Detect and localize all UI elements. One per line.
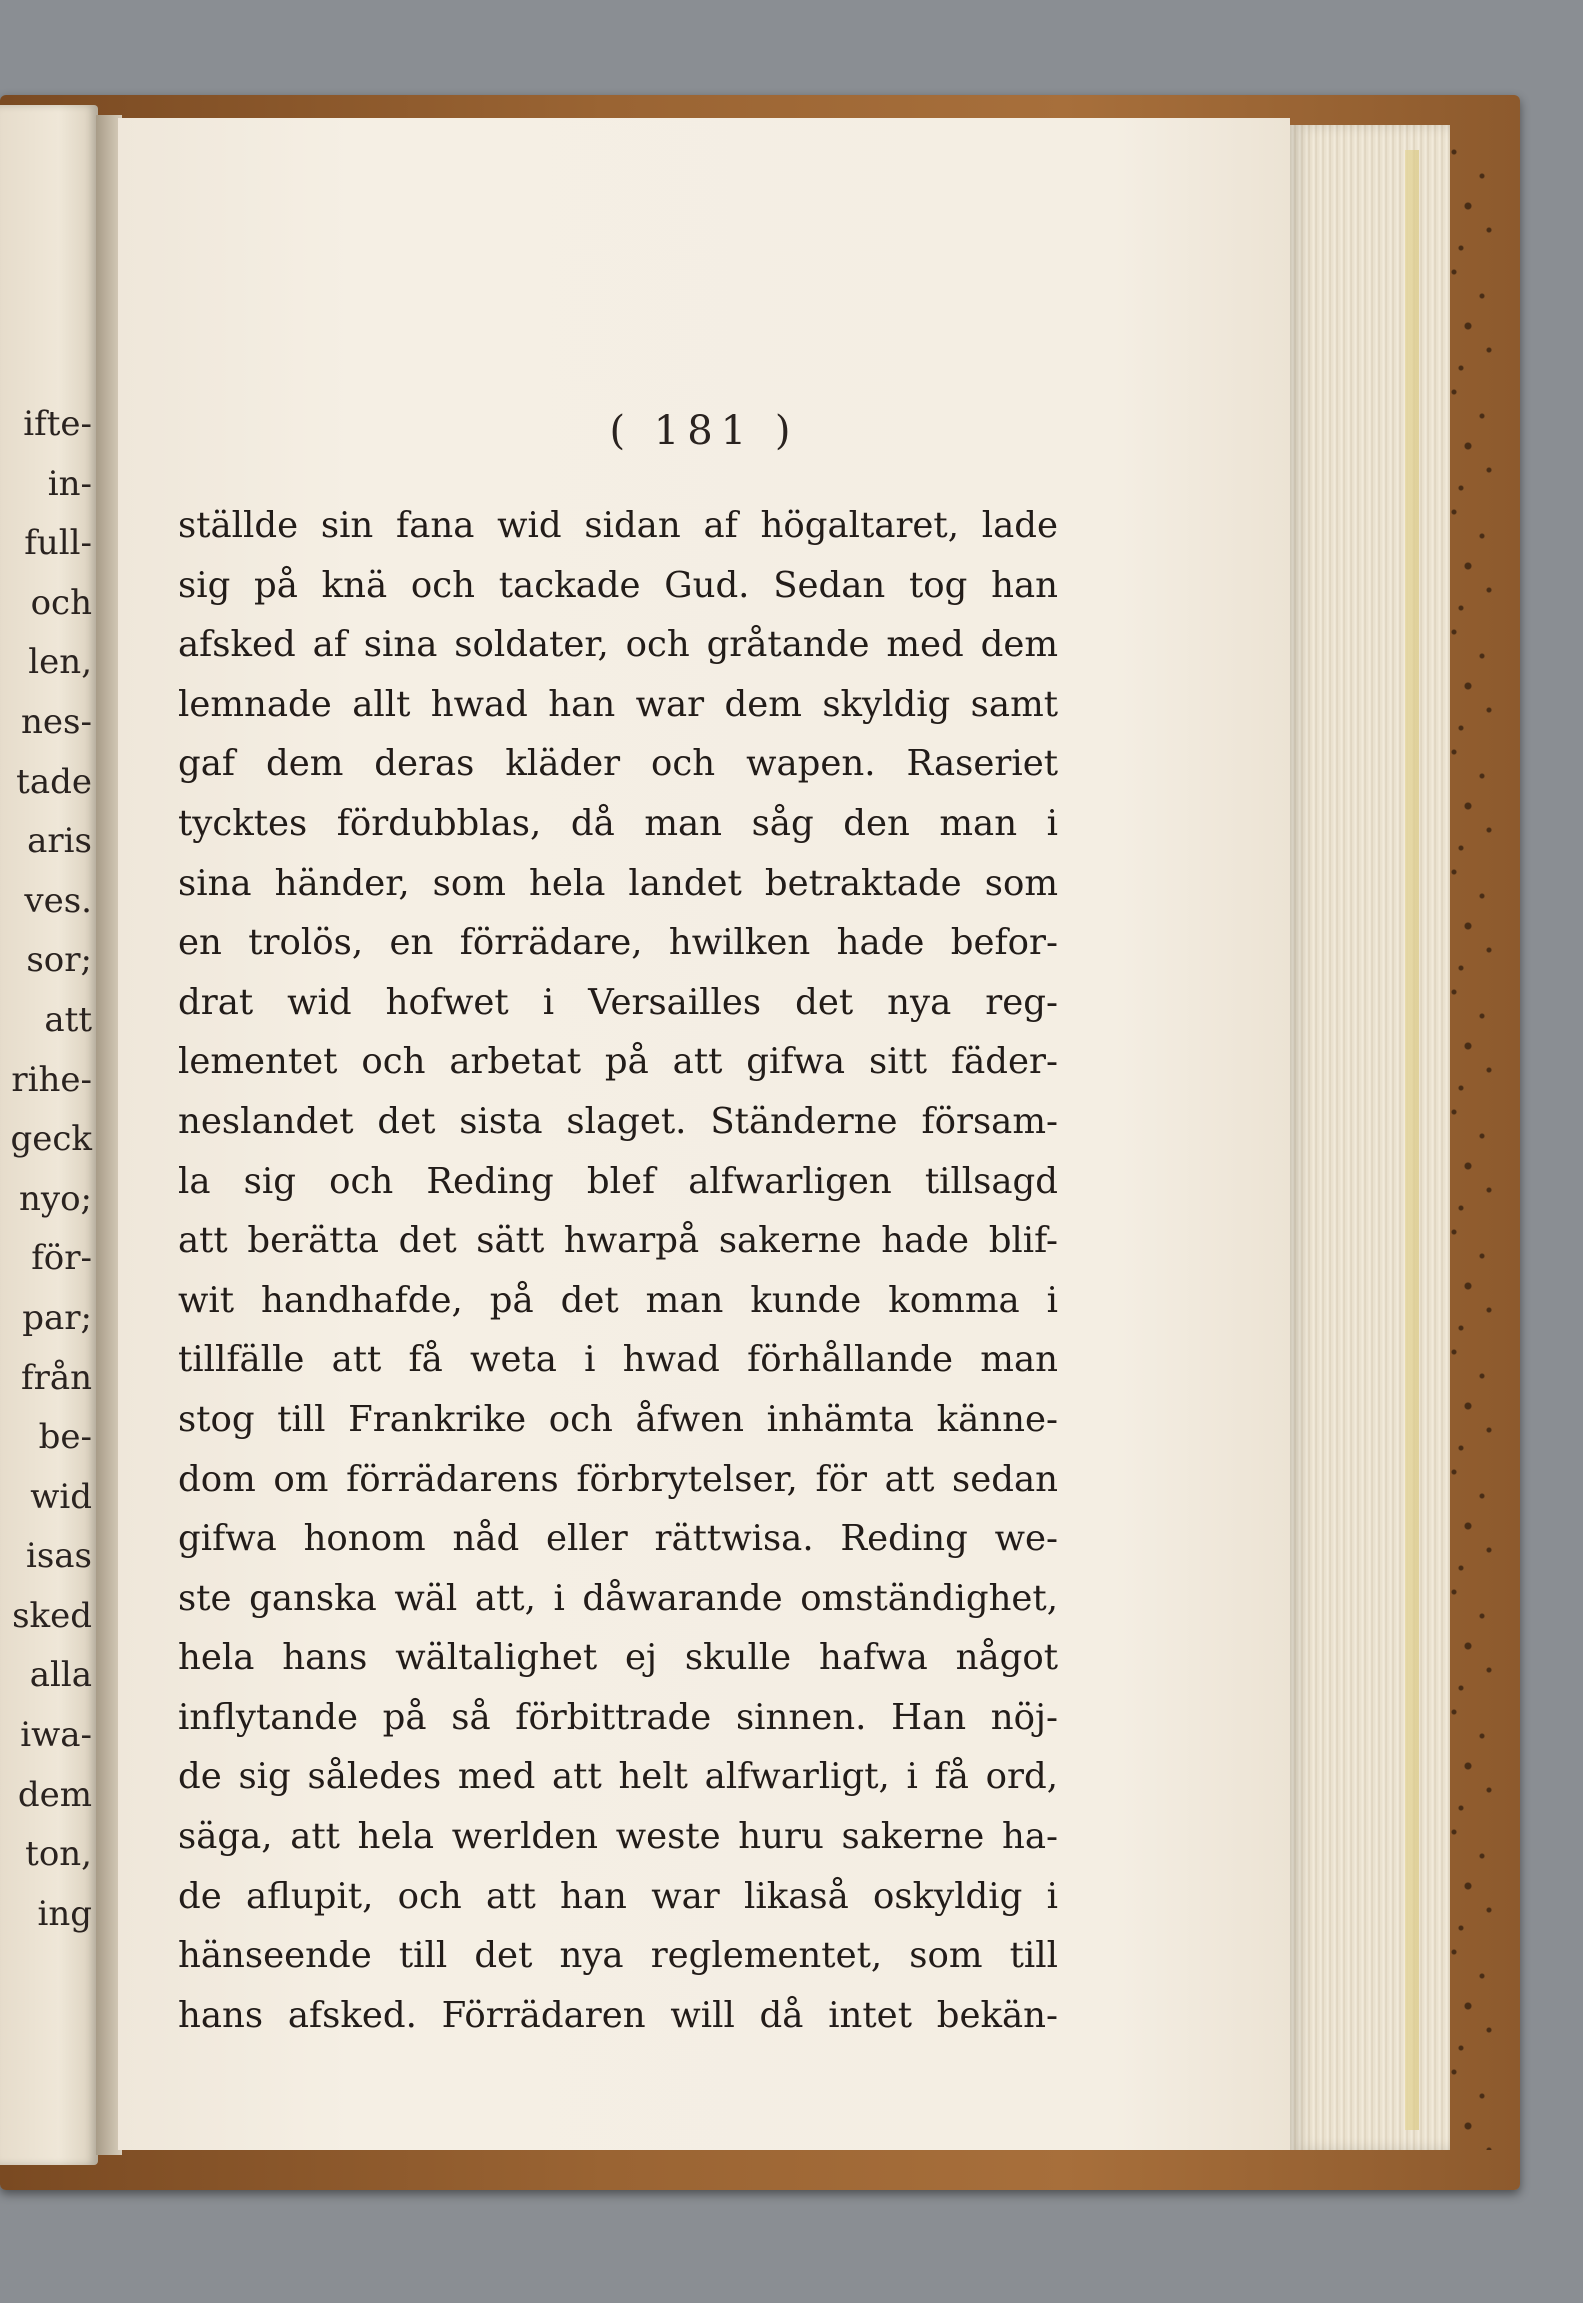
text-line: tillfälle att få weta i hwad förhållande man (178, 1339, 1058, 1381)
text-line: ste ganska wäl att, i dåwarande omständighet, (178, 1577, 1058, 1619)
left-line: in- (47, 463, 92, 504)
left-line: och (30, 582, 92, 623)
text-line: hans afsked. Förrädaren will då intet bekän- (178, 1994, 1058, 2036)
page-body-text (178, 496, 1058, 2045)
left-line: alla (29, 1655, 92, 1696)
text-line: hela hans wältalighet ej skulle hafwa något (178, 1637, 1058, 1679)
page-edge-stain (1405, 150, 1419, 2130)
left-line: isas (25, 1536, 92, 1577)
text-line: sina händer, som hela landet betraktade som (178, 862, 1058, 904)
text-line: lemnade allt hwad han war dem skyldig samt (178, 683, 1058, 725)
text-line: afsked af sina soldater, och gråtande med dem (178, 624, 1058, 666)
text-line: en trolös, en förrädare, hwilken hade befor- (178, 922, 1058, 964)
text-line: neslandet det sista slaget. Ständerne försam- (178, 1100, 1058, 1142)
left-line: full- (24, 523, 92, 564)
page-edges (1290, 125, 1450, 2150)
text-line: hänseende till det nya reglementet, som till (178, 1935, 1058, 1977)
left-line: dem (17, 1774, 92, 1815)
text-line: wit handhafde, på det man kunde komma i (178, 1279, 1058, 1321)
text-line: inflytande på så förbittrade sinnen. Han nöj- (178, 1696, 1058, 1738)
left-line: par; (22, 1297, 92, 1338)
text-line: dom om förrädarens förbrytelser, för att sedan (178, 1458, 1058, 1500)
left-line: ton, (25, 1834, 92, 1875)
text-line: gifwa honom nåd eller rättwisa. Reding we- (178, 1518, 1058, 1560)
left-line: nes- (21, 701, 92, 742)
page-number: ( 181 ) (609, 408, 799, 454)
left-line: iwa- (20, 1715, 92, 1756)
left-line: rihe- (11, 1059, 92, 1100)
left-line: ing (37, 1893, 92, 1934)
text-line: de sig således med att helt alfwarligt, i få ord, (178, 1756, 1058, 1798)
left-line: geck (10, 1119, 92, 1160)
text-line: de aflupit, och att han war likaså oskyldig i (178, 1875, 1058, 1917)
left-line: aris (27, 821, 92, 862)
text-line: ställde sin fana wid sidan af högaltaret, lade (178, 505, 1058, 546)
text-line: drat wid hofwet i Versailles det nya reg- (178, 981, 1058, 1023)
left-page (0, 105, 98, 2165)
left-line: ifte- (23, 404, 92, 444)
left-line: be- (38, 1417, 92, 1458)
left-line: att (44, 999, 92, 1040)
left-line: len, (28, 642, 92, 683)
text-line: sig på knä och tackade Gud. Sedan tog han (178, 564, 1058, 606)
left-line: tade (16, 761, 92, 802)
left-line: från (20, 1357, 92, 1398)
left-line: ves. (24, 880, 92, 921)
right-page (118, 118, 1290, 2150)
text-line: stog till Frankrike och åfwen inhämta känne- (178, 1398, 1058, 1440)
text-line: tycktes fördubblas, då man såg den man i (178, 802, 1058, 844)
cover-texture (1440, 140, 1510, 2150)
text-line: att berätta det sätt hwarpå sakerne hade blif- (178, 1220, 1058, 1262)
left-line: för- (31, 1238, 92, 1279)
left-line: sked (12, 1595, 92, 1636)
text-line: gaf dem deras kläder och wapen. Raseriet (178, 743, 1058, 785)
text-line: lementet och arbetat på att gifwa sitt fäder- (178, 1041, 1058, 1083)
left-page-text (0, 395, 96, 1944)
left-line: sor; (26, 940, 92, 981)
text-line: la sig och Reding blef alfwarligen tillsagd (178, 1160, 1058, 1202)
left-line: wid (30, 1476, 92, 1517)
left-line: nyo; (18, 1178, 92, 1219)
text-line: säga, att hela werlden weste huru sakerne ha- (178, 1816, 1058, 1858)
